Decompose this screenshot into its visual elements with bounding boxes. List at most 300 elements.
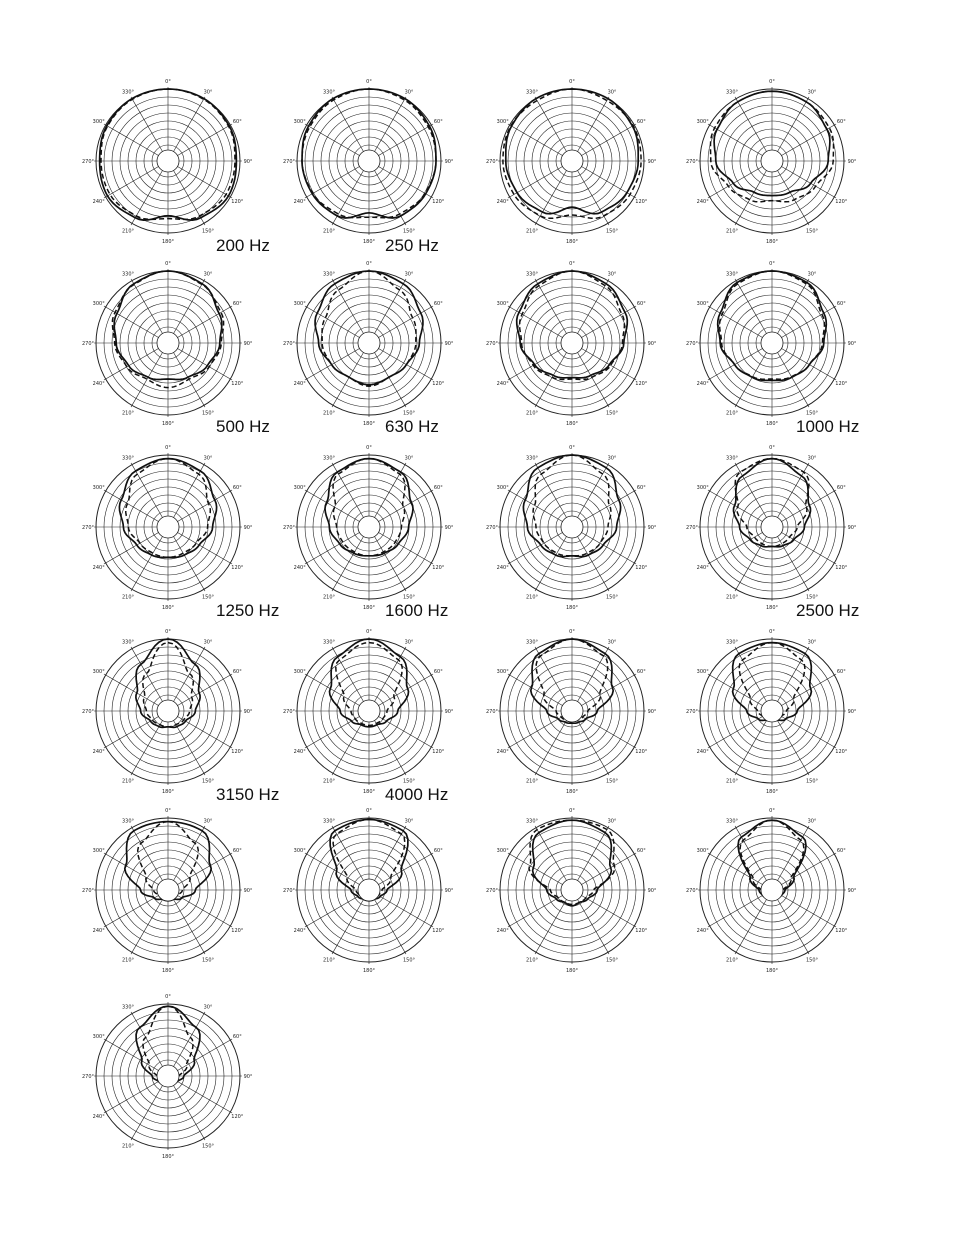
polar-spoke-60 [379,306,434,338]
angle-tick-label: 180° [161,421,175,427]
polar-spoke-240 [708,533,763,565]
polar-spoke-210 [131,900,163,955]
polar-spoke-30 [778,97,810,152]
polar-spoke-300 [104,674,159,706]
angle-tick-label: 150° [402,410,416,417]
angle-tick-label: 90° [243,1074,253,1080]
angle-tick-label: 30° [404,89,414,96]
polar-spoke-30 [174,279,206,334]
angle-tick-label: 90° [847,709,857,715]
polar-spoke-300 [508,124,563,156]
polar-spoke-210 [535,900,567,955]
polar-plot-16 [687,626,857,796]
angle-tick-label: 30° [404,639,414,646]
polar-plot-6 [284,258,454,428]
polar-spoke-120 [782,896,837,928]
angle-tick-label: 90° [847,888,857,894]
polar-plot-svg [487,442,657,612]
angle-tick-label: 240° [92,928,105,934]
angle-tick-label: 120° [231,928,244,934]
angle-tick-label: 270° [485,709,499,715]
frequency-label: 630 Hz [385,417,439,436]
polar-spoke-300 [508,674,563,706]
frequency-label: 250 Hz [385,236,439,255]
angle-tick-label: 330° [322,639,336,646]
angle-tick-label: 0° [769,808,775,814]
polar-spoke-300 [708,306,763,338]
angle-tick-label: 210° [525,778,539,785]
polar-center-circle [157,1065,179,1087]
angle-tick-label: 180° [565,968,579,974]
polar-plot-svg [284,76,454,246]
angle-tick-label: 120° [635,199,648,205]
polar-spoke-30 [578,97,610,152]
polar-plot-11 [487,442,657,612]
angle-tick-label: 120° [635,381,648,387]
polar-plot-2 [284,76,454,246]
polar-plot-7 [487,258,657,428]
polar-spoke-60 [782,853,837,885]
angle-tick-label: 240° [92,381,105,387]
polar-plot-13 [83,626,253,796]
angle-tick-label: 150° [805,410,819,417]
angle-tick-label: 180° [362,421,376,427]
angle-tick-label: 270° [81,525,95,531]
angle-tick-label: 30° [203,1004,213,1011]
angle-tick-label: 240° [293,565,306,571]
polar-center-circle [157,516,179,538]
angle-tick-label: 90° [444,709,454,715]
angle-tick-label: 300° [496,848,509,854]
angle-tick-label: 150° [805,778,819,785]
angle-tick-label: 0° [569,629,575,635]
angle-tick-label: 60° [636,848,646,854]
angle-tick-label: 240° [92,1114,105,1120]
angle-tick-label: 300° [92,119,105,125]
polar-plot-svg [487,76,657,246]
angle-tick-label: 210° [525,228,539,235]
angle-tick-label: 210° [121,778,135,785]
polar-plot-svg [687,805,857,975]
angle-tick-label: 0° [569,808,575,814]
frequency-label: 2500 Hz [796,601,860,620]
angle-tick-label: 60° [636,301,646,307]
angle-tick-label: 330° [322,89,336,96]
angle-tick-label: 150° [201,778,215,785]
angle-tick-label: 300° [696,301,709,307]
polar-spoke-120 [178,896,233,928]
angle-tick-label: 210° [725,957,739,964]
angle-tick-label: 0° [366,261,372,267]
angle-tick-label: 150° [605,957,619,964]
polar-spoke-150 [578,721,610,776]
angle-tick-label: 330° [725,271,739,278]
polar-spoke-330 [535,279,567,334]
polar-spoke-30 [578,463,610,518]
polar-spoke-300 [104,1039,159,1071]
polar-spoke-30 [375,279,407,334]
polar-spoke-30 [375,463,407,518]
angle-tick-label: 210° [725,410,739,417]
angle-tick-label: 240° [92,199,105,205]
angle-tick-label: 120° [231,1114,244,1120]
angle-tick-label: 210° [121,410,135,417]
polar-spoke-150 [778,537,810,592]
angle-tick-label: 270° [485,159,499,165]
polar-spoke-210 [535,721,567,776]
polar-spoke-210 [735,171,767,226]
angle-tick-label: 150° [605,778,619,785]
polar-center-circle [157,332,179,354]
polar-spoke-60 [178,1039,233,1071]
polar-plot-svg [83,442,253,612]
angle-tick-label: 120° [835,381,848,387]
angle-tick-label: 120° [432,749,445,755]
angle-tick-label: 60° [232,485,242,491]
angle-tick-label: 210° [322,228,336,235]
angle-tick-label: 90° [243,709,253,715]
polar-plot-svg [687,258,857,428]
angle-tick-label: 210° [322,594,336,601]
angle-tick-label: 300° [496,669,509,675]
angle-tick-label: 270° [282,525,296,531]
angle-tick-label: 120° [835,749,848,755]
polar-plot-svg [487,626,657,796]
angle-tick-label: 60° [636,119,646,125]
angle-tick-label: 330° [121,818,135,825]
polar-plot-svg [687,626,857,796]
polar-spoke-120 [582,896,637,928]
angle-tick-label: 240° [696,749,709,755]
angle-tick-label: 180° [765,421,779,427]
polar-spoke-240 [708,717,763,749]
angle-tick-label: 180° [362,239,376,245]
polar-center-circle [157,700,179,722]
angle-tick-label: 180° [565,421,579,427]
angle-tick-label: 240° [293,749,306,755]
angle-tick-label: 240° [92,749,105,755]
angle-tick-label: 60° [433,669,443,675]
polar-center-circle [358,150,380,172]
angle-tick-label: 0° [366,445,372,451]
polar-spoke-330 [332,647,364,702]
polar-spoke-240 [104,349,159,381]
angle-tick-label: 30° [404,271,414,278]
angle-tick-label: 330° [322,455,336,462]
polar-spoke-120 [178,1082,233,1114]
angle-tick-label: 0° [769,445,775,451]
polar-center-circle [561,516,583,538]
frequency-label: 1600 Hz [385,601,449,620]
polar-spoke-330 [332,279,364,334]
angle-tick-label: 90° [444,341,454,347]
polar-spoke-330 [535,97,567,152]
angle-tick-label: 30° [404,455,414,462]
angle-tick-label: 300° [496,301,509,307]
polar-spoke-240 [508,533,563,565]
angle-tick-label: 120° [231,565,244,571]
polar-spoke-300 [508,853,563,885]
polar-spoke-240 [104,167,159,199]
angle-tick-label: 180° [362,789,376,795]
polar-spoke-300 [305,490,360,522]
angle-tick-label: 270° [485,341,499,347]
angle-tick-label: 60° [433,119,443,125]
angle-tick-label: 150° [402,778,416,785]
polar-spoke-210 [131,1086,163,1141]
angle-tick-label: 270° [485,525,499,531]
polar-spoke-300 [305,306,360,338]
angle-tick-label: 300° [293,485,306,491]
angle-tick-label: 60° [433,301,443,307]
angle-tick-label: 210° [121,594,135,601]
angle-tick-label: 240° [696,381,709,387]
angle-tick-label: 150° [605,410,619,417]
angle-tick-label: 60° [836,669,846,675]
polar-spoke-120 [379,533,434,565]
polar-plot-svg [687,442,857,612]
polar-spoke-210 [332,721,364,776]
angle-tick-label: 0° [165,994,171,1000]
angle-tick-label: 330° [525,818,539,825]
polar-spoke-150 [174,1086,206,1141]
angle-tick-label: 330° [725,89,739,96]
angle-tick-label: 60° [836,301,846,307]
angle-tick-label: 120° [231,381,244,387]
polar-plot-3 [487,76,657,246]
polar-plot-18 [284,805,454,975]
polar-spoke-60 [582,124,637,156]
angle-tick-label: 0° [769,629,775,635]
polar-spoke-150 [375,537,407,592]
angle-tick-label: 30° [807,455,817,462]
polar-spoke-120 [178,349,233,381]
angle-tick-label: 210° [525,957,539,964]
angle-tick-label: 30° [607,639,617,646]
angle-tick-label: 90° [444,159,454,165]
polar-spoke-120 [582,533,637,565]
polar-spoke-330 [735,97,767,152]
polar-spoke-60 [782,674,837,706]
angle-tick-label: 120° [835,565,848,571]
polar-plot-17 [83,805,253,975]
polar-spoke-150 [778,900,810,955]
angle-tick-label: 150° [805,594,819,601]
polar-spoke-30 [174,826,206,881]
angle-tick-label: 30° [203,271,213,278]
angle-tick-label: 270° [485,888,499,894]
angle-tick-label: 270° [685,341,699,347]
polar-spoke-60 [379,853,434,885]
angle-tick-label: 30° [404,818,414,825]
polar-center-circle [561,332,583,354]
polar-center-circle [761,700,783,722]
polar-spoke-60 [178,490,233,522]
angle-tick-label: 270° [282,159,296,165]
angle-tick-label: 330° [525,271,539,278]
polar-spoke-240 [708,896,763,928]
angle-tick-label: 180° [362,968,376,974]
polar-spoke-120 [379,896,434,928]
polar-spoke-330 [131,279,163,334]
polar-spoke-60 [178,674,233,706]
angle-tick-label: 120° [432,928,445,934]
polar-plot-12 [687,442,857,612]
angle-tick-label: 210° [322,410,336,417]
angle-tick-label: 180° [765,239,779,245]
angle-tick-label: 300° [496,485,509,491]
angle-tick-label: 270° [81,159,95,165]
angle-tick-label: 60° [636,669,646,675]
angle-tick-label: 0° [165,629,171,635]
polar-spoke-240 [104,1082,159,1114]
polar-plot-svg [687,76,857,246]
angle-tick-label: 0° [569,79,575,85]
angle-tick-label: 90° [444,525,454,531]
angle-tick-label: 120° [635,928,648,934]
angle-tick-label: 300° [496,119,509,125]
polar-spoke-210 [131,721,163,776]
angle-tick-label: 120° [835,928,848,934]
angle-tick-label: 120° [432,199,445,205]
angle-tick-label: 60° [636,485,646,491]
polar-center-circle [358,700,380,722]
polar-plot-svg [83,805,253,975]
angle-tick-label: 150° [805,228,819,235]
angle-tick-label: 330° [121,639,135,646]
polar-center-circle [761,332,783,354]
polar-spoke-30 [375,97,407,152]
angle-tick-label: 210° [725,594,739,601]
polar-spoke-120 [582,167,637,199]
polar-spoke-330 [535,826,567,881]
angle-tick-label: 240° [92,565,105,571]
angle-tick-label: 300° [696,485,709,491]
polar-spoke-240 [305,896,360,928]
polar-plot-svg [284,442,454,612]
angle-tick-label: 330° [525,89,539,96]
polar-spoke-210 [332,537,364,592]
polar-plot-svg [284,258,454,428]
angle-tick-label: 90° [647,341,657,347]
polar-plot-19 [487,805,657,975]
angle-tick-label: 90° [444,888,454,894]
angle-tick-label: 0° [165,808,171,814]
angle-tick-label: 120° [231,199,244,205]
angle-tick-label: 330° [525,639,539,646]
angle-tick-label: 270° [685,888,699,894]
polar-spoke-300 [104,124,159,156]
angle-tick-label: 30° [807,639,817,646]
polar-spoke-330 [131,97,163,152]
angle-tick-label: 330° [725,639,739,646]
angle-tick-label: 180° [161,239,175,245]
angle-tick-label: 180° [565,239,579,245]
angle-tick-label: 90° [243,888,253,894]
polar-plot-14 [284,626,454,796]
polar-plot-svg [83,991,253,1161]
polar-center-circle [761,516,783,538]
angle-tick-label: 180° [161,789,175,795]
angle-tick-label: 180° [765,789,779,795]
polar-spoke-120 [582,717,637,749]
polar-plot-4 [687,76,857,246]
angle-tick-label: 240° [293,928,306,934]
polar-spoke-240 [508,717,563,749]
polar-plot-1 [83,76,253,246]
angle-tick-label: 120° [432,381,445,387]
angle-tick-label: 60° [232,119,242,125]
angle-tick-label: 330° [725,455,739,462]
angle-tick-label: 30° [607,89,617,96]
polar-spoke-240 [508,896,563,928]
angle-tick-label: 60° [836,848,846,854]
angle-tick-label: 300° [293,301,306,307]
angle-tick-label: 120° [835,199,848,205]
angle-tick-label: 90° [243,159,253,165]
angle-tick-label: 300° [92,669,105,675]
polar-spoke-30 [174,97,206,152]
angle-tick-label: 120° [635,749,648,755]
angle-tick-label: 0° [769,79,775,85]
polar-spoke-60 [379,490,434,522]
polar-spoke-150 [778,721,810,776]
angle-tick-label: 180° [161,1154,175,1160]
polar-spoke-300 [104,490,159,522]
angle-tick-label: 90° [647,709,657,715]
polar-spoke-210 [332,900,364,955]
angle-tick-label: 120° [231,749,244,755]
polar-center-circle [358,332,380,354]
angle-tick-label: 150° [605,594,619,601]
angle-tick-label: 240° [696,199,709,205]
polar-spoke-240 [305,533,360,565]
angle-tick-label: 60° [836,119,846,125]
polar-spoke-30 [578,826,610,881]
angle-tick-label: 90° [847,341,857,347]
polar-spoke-150 [375,353,407,408]
angle-tick-label: 270° [685,159,699,165]
polar-spoke-150 [174,900,206,955]
angle-tick-label: 300° [696,119,709,125]
polar-spoke-210 [735,537,767,592]
angle-tick-label: 210° [525,410,539,417]
angle-tick-label: 90° [243,525,253,531]
angle-tick-label: 30° [203,455,213,462]
polar-plot-10 [284,442,454,612]
polar-plot-21 [83,991,253,1161]
angle-tick-label: 150° [201,1143,215,1150]
frequency-label: 1250 Hz [216,601,280,620]
polar-spoke-330 [535,647,567,702]
angle-tick-label: 120° [635,565,648,571]
angle-tick-label: 210° [322,957,336,964]
polar-spoke-60 [782,124,837,156]
angle-tick-label: 30° [203,818,213,825]
polar-spoke-330 [332,463,364,518]
angle-tick-label: 30° [203,89,213,96]
angle-tick-label: 30° [807,89,817,96]
angle-tick-label: 300° [92,301,105,307]
polar-spoke-240 [104,533,159,565]
polar-spoke-210 [332,353,364,408]
polar-spoke-150 [174,721,206,776]
angle-tick-label: 0° [165,445,171,451]
angle-tick-label: 180° [765,968,779,974]
polar-center-circle [761,879,783,901]
polar-spoke-300 [305,853,360,885]
angle-tick-label: 0° [769,261,775,267]
